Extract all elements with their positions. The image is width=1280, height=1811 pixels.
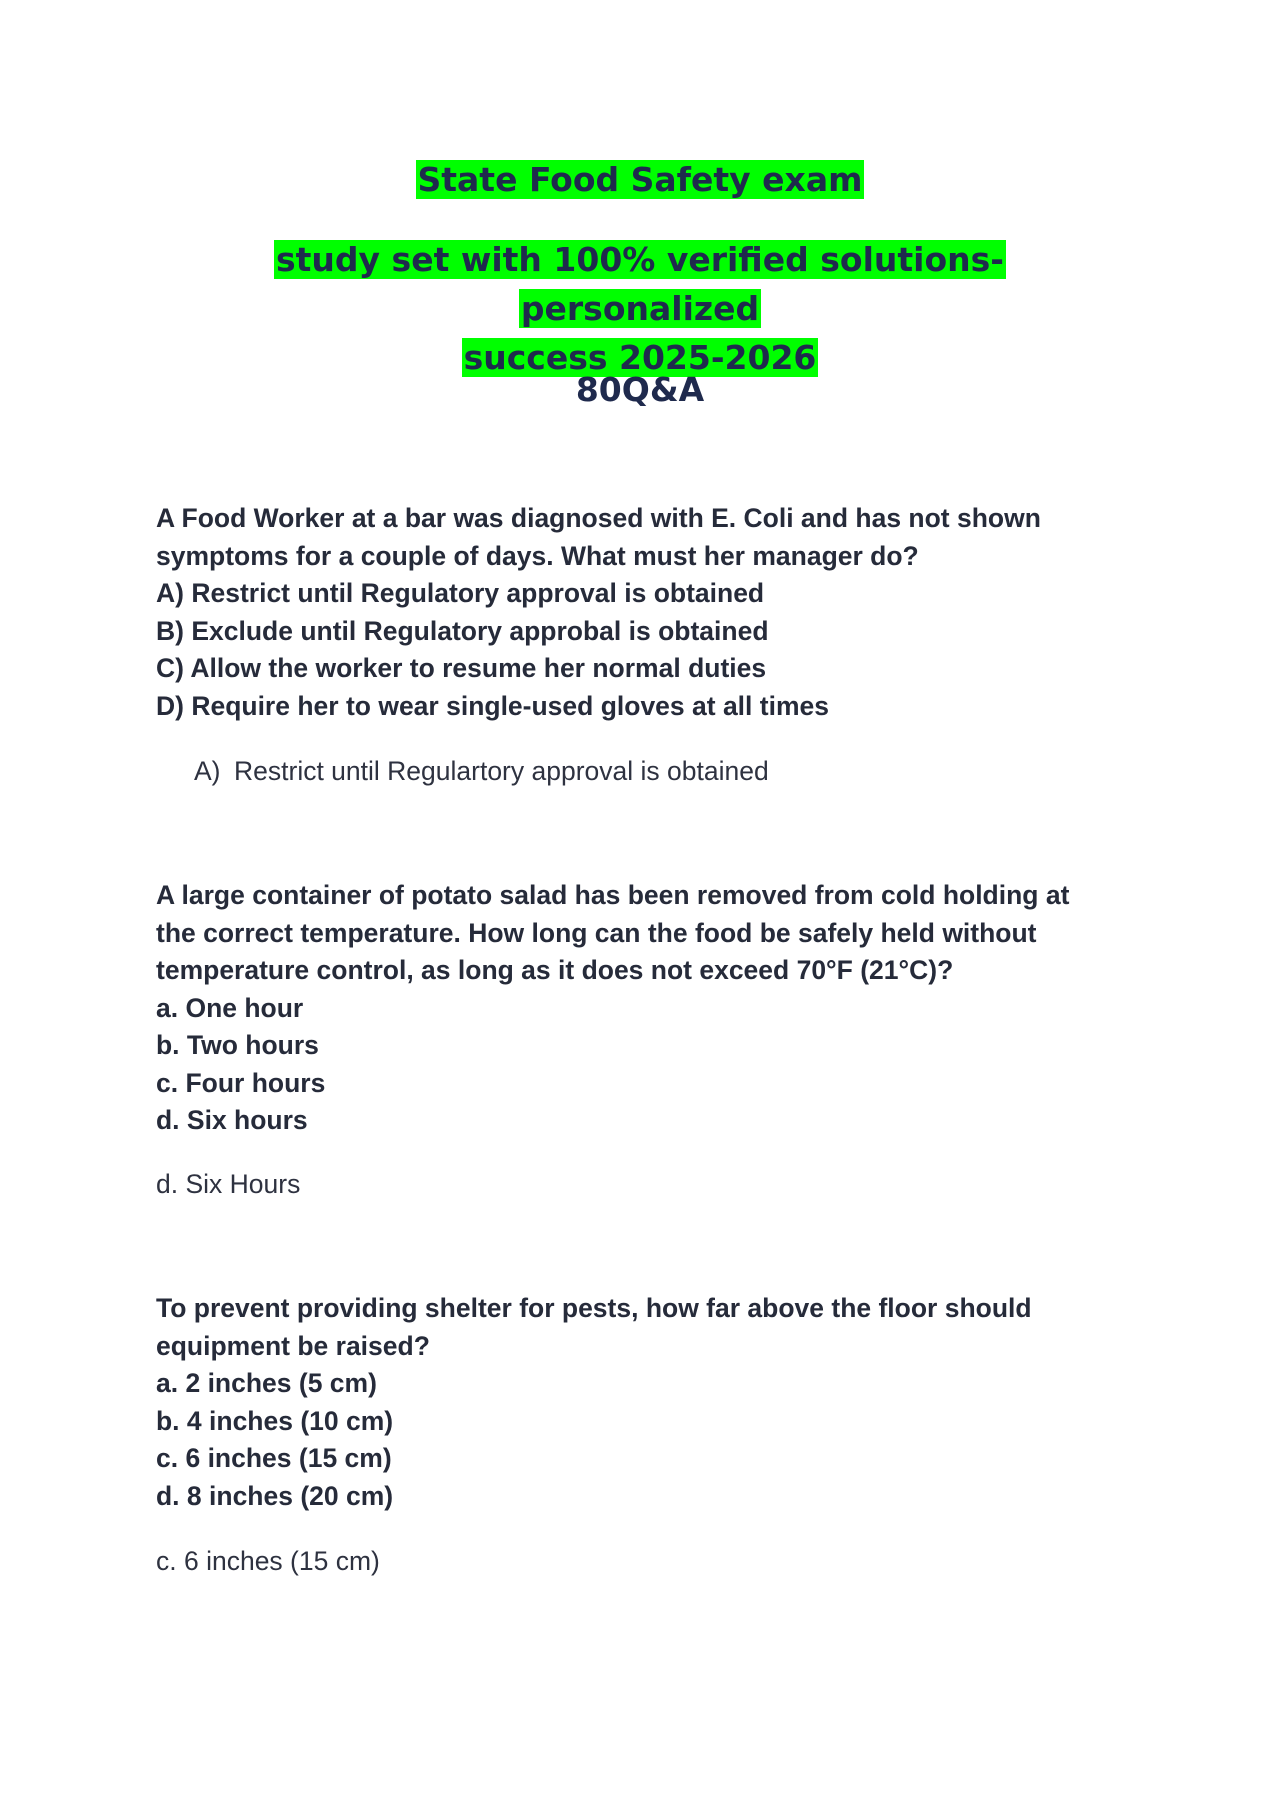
question-1-line: symptoms for a couple of days. What must her manager do? — [156, 540, 919, 571]
question-3-option-a: a. 2 inches (5 cm) — [156, 1368, 377, 1398]
question-1-option-b: B) Exclude until Regulatory approbal is obtained — [156, 615, 769, 646]
answer-3-text: c. 6 inches (15 cm) — [156, 1546, 380, 1576]
question-2-option-d: d. Six hours — [156, 1105, 308, 1135]
document-title — [0, 156, 1280, 204]
question-1 — [156, 500, 1136, 725]
question-count-text: 80Q&A — [575, 370, 705, 409]
question-3 — [156, 1290, 1136, 1515]
answer-2-text: d. Six Hours — [156, 1169, 301, 1199]
question-2 — [156, 877, 1136, 1140]
answer-2 — [156, 1166, 300, 1204]
question-2-option-c: c. Four hours — [156, 1067, 326, 1098]
question-2-option-b: b. Two hours — [156, 1030, 319, 1060]
document-subtitle-line-1: study set with 100% verified solutions-personalized — [276, 240, 1004, 328]
question-3-line: To prevent providing shelter for pests, how far above the floor should — [156, 1293, 1032, 1323]
question-3-line: equipment be raised? — [156, 1330, 430, 1361]
question-1-line: A Food Worker at a bar was diagnosed with E. Coli and has not shown — [156, 503, 1041, 533]
question-1-option-d: D) Require her to wear single-used gloves at all times — [156, 690, 829, 721]
document-title-text: State Food Safety exam — [417, 160, 863, 199]
question-3-option-b: b. 4 inches (10 cm) — [156, 1405, 394, 1436]
question-2-line: temperature control, as long as it does not exceed 70°F (21°C)? — [156, 955, 954, 985]
answer-1-text: Restrict until Regulartory approval is obtained — [234, 756, 769, 786]
answer-1 — [194, 753, 769, 791]
question-2-line: A large container of potato salad has been removed from cold holding at — [156, 880, 1070, 910]
answer-3 — [156, 1543, 380, 1581]
question-3-option-d: d. 8 inches (20 cm) — [156, 1480, 394, 1511]
answer-1-label: A) — [194, 756, 221, 786]
document-subtitle-line-2: success 2025-2026 — [463, 338, 817, 377]
question-1-option-c: C) Allow the worker to resume her normal duties — [156, 653, 767, 683]
document-subtitle — [160, 235, 1120, 382]
question-count — [0, 366, 1280, 414]
question-2-line: the correct temperature. How long can the food be safely held without — [156, 917, 1037, 948]
question-3-option-c: c. 6 inches (15 cm) — [156, 1443, 392, 1473]
question-1-option-a: A) Restrict until Regulatory approval is obtained — [156, 578, 765, 608]
question-2-option-a: a. One hour — [156, 992, 304, 1023]
